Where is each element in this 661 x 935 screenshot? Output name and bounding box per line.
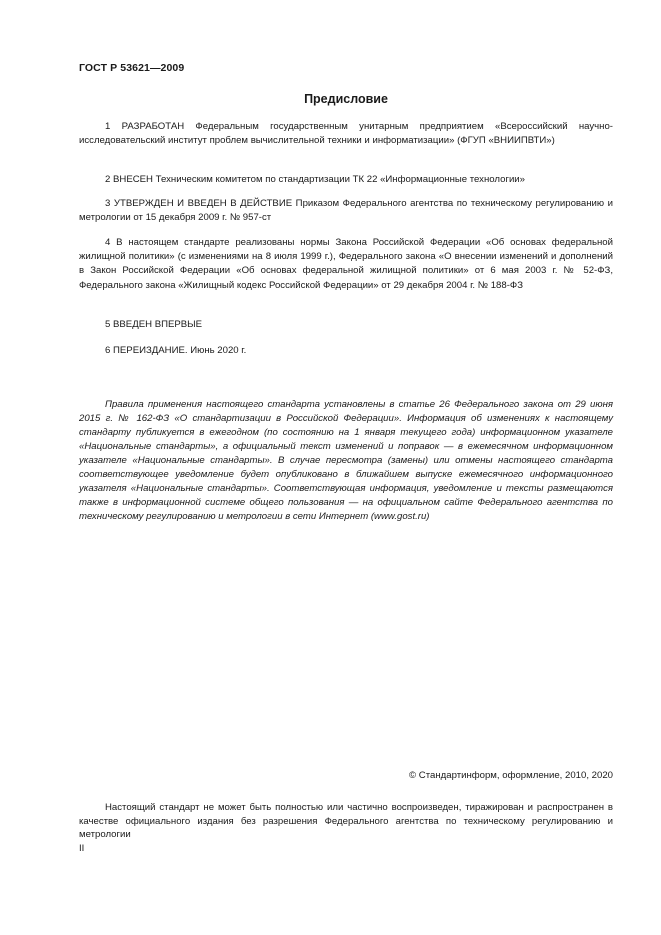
foreword-item-4: 4 В настоящем стандарте реализованы нормы Закона Российской Федерации «Об основах федеральной жилищной политики» (с изменениями на 8 июля 1999 г.), Федерального закона «О внесении изменений и дополнений в Закон Российской Федерации «Об основах федеральной жилищной политики» от 6 мая 2003 г. № 52-ФЗ, Федерального закона «Жилищный кодекс Российской Федерации» от 29 декабря 2004 г. № 188-ФЗ <box>79 237 613 291</box>
foreword-item-1: 1 РАЗРАБОТАН Федеральным государственным унитарным предприятием «Всероссийский научно-исследовательский институт проблем вычислительной техники и информатизации» (ФГУП «ВНИИПВТИ») <box>79 121 613 147</box>
foreword-item-6: 6 ПЕРЕИЗДАНИЕ. Июнь 2020 г. <box>105 345 247 356</box>
foreword-item-3: 3 УТВЕРЖДЕН И ВВЕДЕН В ДЕЙСТВИЕ Приказом Федерального агентства по техническому регулированию и метрологии от 15 декабря 2009 г. № 957-ст <box>79 198 613 224</box>
standard-application-notice: Правила применения настоящего стандарта установлены в статье 26 Федерального закона от 29 июня 2015 г. № 162-ФЗ «О стандартизации в Российской Федерации». Информация об изменениях к настоящему стандарту публикуется в ежегодном (по состоянию на 1 января текущего года) информационном указателе «Национальные стандарты», а официальный текст изменений и поправок — в ежемесячном информационном указателе «Национальные стандарты». В случае пересмотра (замены) или отмены настоящего стандарта соответствующее уведомление будет опубликовано в ближайшем выпуске ежемесячного информационного указателя «Национальные стандарты». Соответствующая информация, уведомление и тексты размещаются также в информационной системе общего пользования — на официальном сайте Федерального агентства по техническому регулированию и метрологии в сети Интернет (www.gost.ru) <box>79 399 613 522</box>
page-number: II <box>79 843 85 854</box>
foreword-item-5: 5 ВВЕДЕН ВПЕРВЫЕ <box>105 319 203 330</box>
document-code: ГОСТ Р 53621—2009 <box>79 62 185 74</box>
reproduction-notice: Настоящий стандарт не может быть полностью или частично воспроизведен, тиражирован и распространен в качестве официального издания без разрешения Федерального агентства по техническому регулированию и метрологии <box>79 802 613 840</box>
page-title: Предисловие <box>304 92 388 106</box>
copyright-line: © Стандартинформ, оформление, 2010, 2020 <box>409 770 613 781</box>
foreword-item-2: 2 ВНЕСЕН Техническим комитетом по стандартизации ТК 22 «Информационные технологии» <box>105 174 525 185</box>
